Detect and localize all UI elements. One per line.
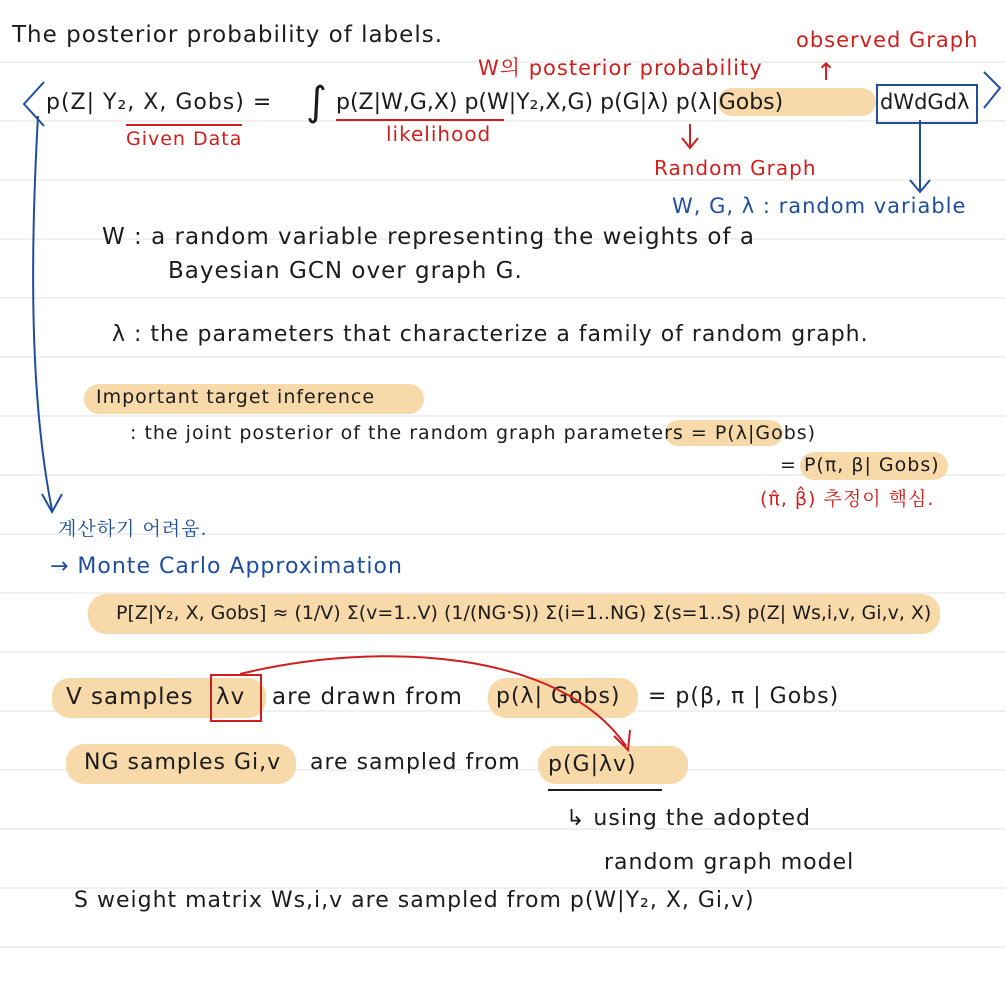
- key-estimate-note: (π̂, β̂) 추정이 핵심.: [760, 488, 935, 510]
- s-weight-line: S weight matrix Ws,i,v are sampled from p(W|Y₂, X, Gi,v): [74, 888, 755, 913]
- v-samples-prefix: V samples: [66, 684, 194, 710]
- joint-posterior-line2: = P(π, β| Gobs): [780, 454, 940, 476]
- using-note-line2: random graph model: [604, 850, 855, 875]
- random-variable-label: W, G, λ : random variable: [672, 194, 967, 218]
- left-bracket-icon: [24, 82, 44, 126]
- equation-rhs: p(Z|W,G,X) p(W|Y₂,X,G) p(G|λ) p(λ|Gobs): [336, 90, 784, 115]
- ng-samples-mid: are sampled from: [310, 750, 521, 775]
- important-target-label: Important target inference: [96, 386, 376, 408]
- v-samples-mid: are drawn from: [272, 684, 463, 710]
- v-samples-dist: p(λ| Gobs): [496, 684, 621, 709]
- right-bracket-icon: [984, 72, 1000, 108]
- red-curved-arrow-icon: [240, 656, 626, 746]
- given-data-label: Given Data: [126, 124, 242, 149]
- lambda-v: λv: [216, 684, 246, 710]
- observed-graph-note: observed Graph: [796, 28, 979, 52]
- w-definition-line2: Bayesian GCN over graph G.: [168, 258, 523, 284]
- monte-carlo-approximation: P[Z|Y₂, X, Gobs] ≈ (1/V) Σ(v=1..V) (1/(NG·S)) Σ(i=1..NG) Σ(s=1..S) p(Z| Ws,i,v, Gi,v, X): [116, 602, 932, 624]
- using-note-line1: ↳ using the adopted: [566, 806, 811, 831]
- ng-samples-dist: p(G|λv): [548, 752, 637, 777]
- up-arrow-icon: ↑: [816, 58, 837, 86]
- hard-to-compute-note: 계산하기 어려움.: [58, 518, 208, 540]
- page-title: The posterior probability of labels.: [12, 22, 444, 48]
- integral-symbol: ∫: [306, 79, 327, 125]
- likelihood-label: likelihood: [386, 122, 492, 146]
- equation-lhs: p(Z| Y₂, X, Gobs) =: [46, 90, 273, 115]
- joint-posterior-line: : the joint posterior of the random graph parameters = P(λ|Gobs): [130, 422, 817, 444]
- w-posterior-note: W의 posterior probability: [478, 56, 763, 80]
- curved-arrow-icon: [33, 116, 52, 510]
- random-graph-label: Random Graph: [654, 156, 817, 180]
- monte-carlo-heading: → Monte Carlo Approximation: [50, 554, 403, 579]
- lambda-definition: λ : the parameters that characterize a family of random graph.: [112, 322, 869, 347]
- equation-differential: dWdGdλ: [880, 90, 970, 114]
- ng-samples-prefix: NG samples Gi,v: [84, 750, 282, 775]
- v-samples-end: = p(β, π | Gobs): [648, 684, 840, 709]
- w-definition-line1: W : a random variable representing the weights of a: [102, 224, 756, 250]
